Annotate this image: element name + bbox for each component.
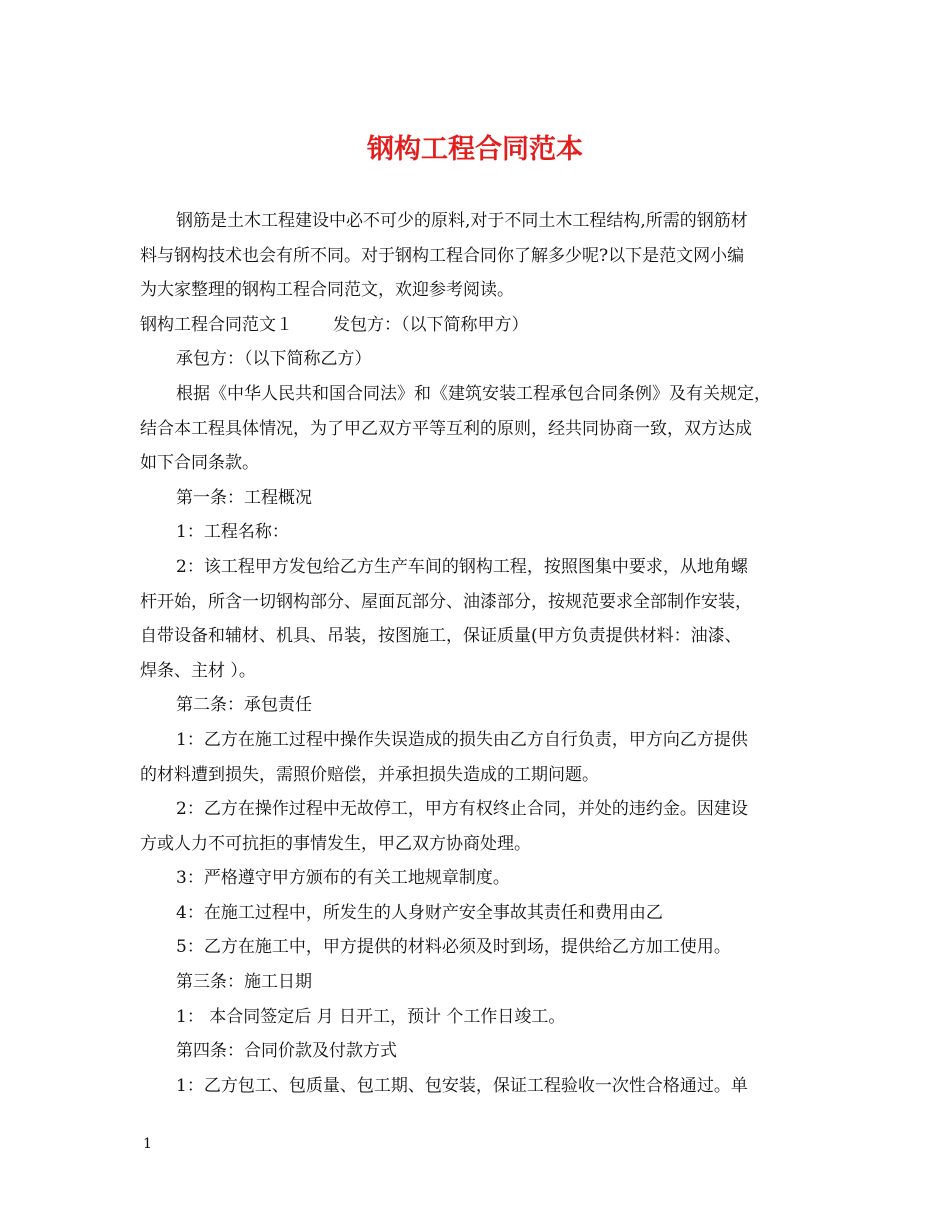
document-title: 钢构工程合同范本: [367, 134, 583, 165]
text-line: [140, 688, 815, 723]
text-line: [140, 896, 815, 931]
text-line: [140, 827, 815, 862]
text-line: [140, 758, 815, 793]
text-line-content: 承包方：（以下简称乙方）: [176, 349, 372, 370]
text-line-content: 料与钢构技术也会有所不同。对于钢构工程合同你了解多少呢?以下是范文网小编: [140, 245, 745, 266]
text-line-content: 杆开始，所含一切钢构部分、屋面瓦部分、油漆部分，按规范要求全部制作安装，: [140, 591, 752, 612]
text-line-content: 5：乙方在施工中，甲方提供的材料必须及时到场，提供给乙方加工使用。: [176, 937, 731, 958]
text-line: [140, 446, 815, 481]
text-line: [140, 585, 815, 620]
page-number: 1: [143, 1136, 152, 1152]
text-line-content: 如下合同条款。: [140, 453, 259, 474]
text-line: [140, 239, 815, 274]
text-line-content: 1：工程名称：: [176, 522, 289, 543]
text-line: [140, 308, 815, 343]
text-line: [140, 481, 815, 516]
text-line: [140, 654, 815, 689]
text-line: [140, 377, 815, 412]
text-line-content: 自带设备和辅材、机具、吊装，按图施工，保证质量(甲方负责提供材料：油漆、: [140, 626, 742, 647]
text-line-content: 4：在施工过程中，所发生的人身财产安全事故其责任和费用由乙: [176, 902, 663, 923]
text-line-trail: 发包方：（以下简称甲方）: [333, 314, 529, 335]
text-line: [140, 930, 815, 965]
text-line: [140, 515, 815, 550]
document-body: [140, 204, 815, 1103]
text-line-content: 的材料遭到损失，需照价赔偿，并承担损失造成的工期问题。: [140, 764, 599, 785]
text-line-content: 为大家整理的钢构工程合同范文，欢迎参考阅读。: [140, 280, 514, 301]
text-line-content: 2：该工程甲方发包给乙方生产车间的钢构工程，按照图集中要求，从地角螺: [176, 556, 748, 577]
text-line-content: 2：乙方在操作过程中无故停工，甲方有权终止合同，并处的违约金。因建设: [176, 799, 748, 820]
text-line-content: 第三条：施工日期: [176, 972, 312, 993]
text-line: [140, 204, 815, 239]
text-line-content: 方或人力不可抗拒的事情发生，甲乙双方协商处理。: [140, 833, 531, 854]
text-line: [140, 1034, 815, 1069]
text-line-content: 根据《中华人民共和国合同法》和《建筑安装工程承包合同条例》及有关规定，: [176, 383, 771, 404]
text-line: [140, 723, 815, 758]
text-line: [140, 412, 815, 447]
text-line-content: 钢构工程合同范文１: [140, 314, 293, 335]
text-line: [140, 550, 815, 585]
text-line: [140, 861, 815, 896]
text-line: [140, 792, 815, 827]
text-line: [140, 965, 815, 1000]
text-line: [140, 619, 815, 654]
text-line: [140, 1000, 815, 1035]
text-line-content: 钢筋是土木工程建设中必不可少的原料,对于不同土木工程结构,所需的钢筋材: [176, 211, 748, 231]
text-line-content: 1：乙方在施工过程中操作失误造成的损失由乙方自行负责，甲方向乙方提供: [176, 729, 748, 750]
text-line: [140, 1069, 815, 1104]
text-line-content: 1： 本合同签定后 月 日开工，预计 个工作日竣工。: [176, 1006, 566, 1027]
text-line-content: 焊条、主材 ）。: [140, 660, 256, 681]
text-line-content: 1：乙方包工、包质量、包工期、包安装，保证工程验收一次性合格通过。单: [176, 1075, 748, 1096]
text-line: [140, 273, 815, 308]
text-line-content: 第一条：工程概况: [176, 487, 312, 508]
text-line-content: 结合本工程具体情况，为了甲乙双方平等互利的原则，经共同协商一致，双方达成: [140, 418, 752, 439]
text-line-content: 第四条：合同价款及付款方式: [176, 1041, 397, 1062]
text-line-content: 3：严格遵守甲方颁布的有关工地规章制度。: [176, 868, 510, 889]
text-line: [140, 342, 815, 377]
text-line-content: 第二条：承包责任: [176, 695, 312, 716]
